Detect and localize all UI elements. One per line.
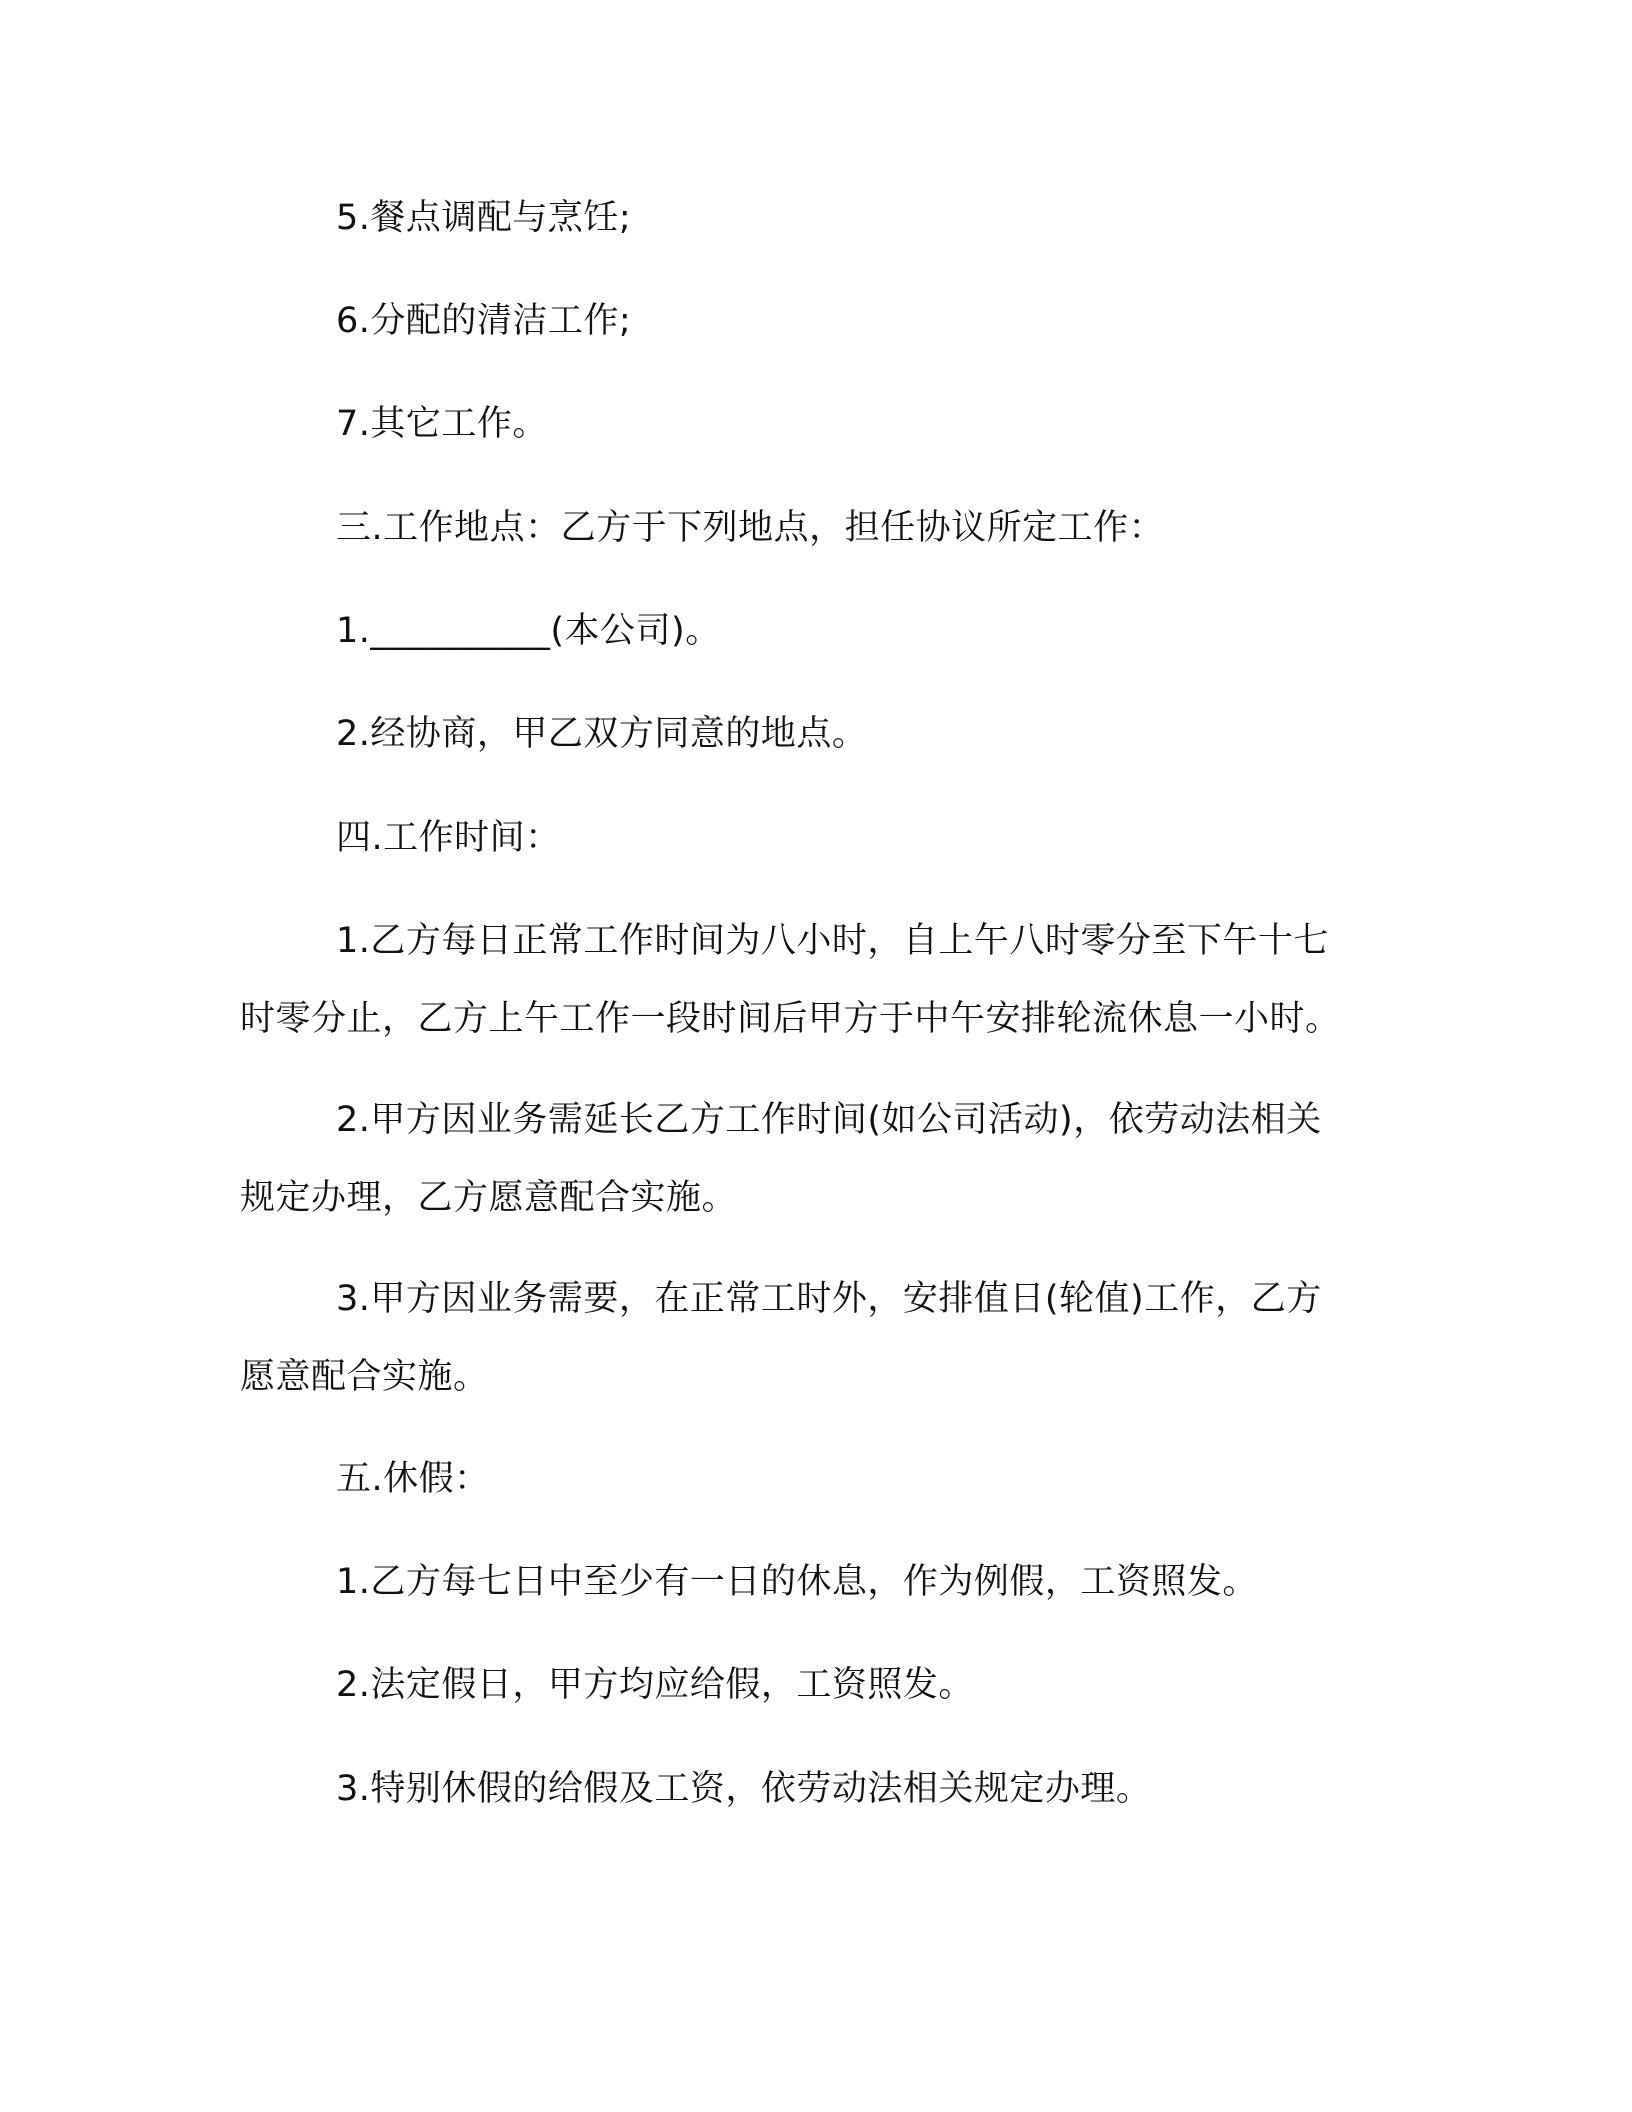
location-item-1: 1.__________(本公司)。 (336, 611, 721, 651)
location-item-2: 2.经协商，甲乙双方同意的地点。 (336, 714, 868, 754)
leave-item-3: 3.特别休假的给假及工资，依劳动法相关规定办理。 (336, 1769, 1152, 1809)
leave-item-2: 2.法定假日，甲方均应给假，工资照发。 (336, 1665, 974, 1705)
section-5-leave: 五.休假： (336, 1459, 490, 1499)
item-6-cleaning: 6.分配的清洁工作; (336, 301, 632, 341)
hours-item-3-line-1: 3.甲方因业务需要，在正常工时外，安排值日(轮值)工作，乙方 (336, 1279, 1322, 1319)
hours-item-2-line-2: 规定办理，乙方愿意配合实施。 (240, 1178, 738, 1218)
leave-item-1: 1.乙方每七日中至少有一日的休息，作为例假，工资照发。 (336, 1562, 1258, 1602)
item-5-meal-prep: 5.餐点调配与烹饪; (336, 198, 632, 238)
hours-item-1-line-2: 时零分止，乙方上午工作一段时间后甲方于中午安排轮流休息一小时。 (240, 999, 1341, 1039)
hours-item-3-line-2: 愿意配合实施。 (240, 1357, 489, 1397)
section-3-work-location: 三.工作地点：乙方于下列地点，担任协议所定工作： (336, 508, 1165, 548)
item-7-other-work: 7.其它工作。 (336, 404, 548, 444)
section-4-work-hours: 四.工作时间： (336, 818, 561, 858)
hours-item-1-line-1: 1.乙方每日正常工作时间为八小时，自上午八时零分至下午十七 (336, 921, 1329, 961)
hours-item-2-line-1: 2.甲方因业务需延长乙方工作时间(如公司活动)，依劳动法相关 (336, 1100, 1322, 1140)
